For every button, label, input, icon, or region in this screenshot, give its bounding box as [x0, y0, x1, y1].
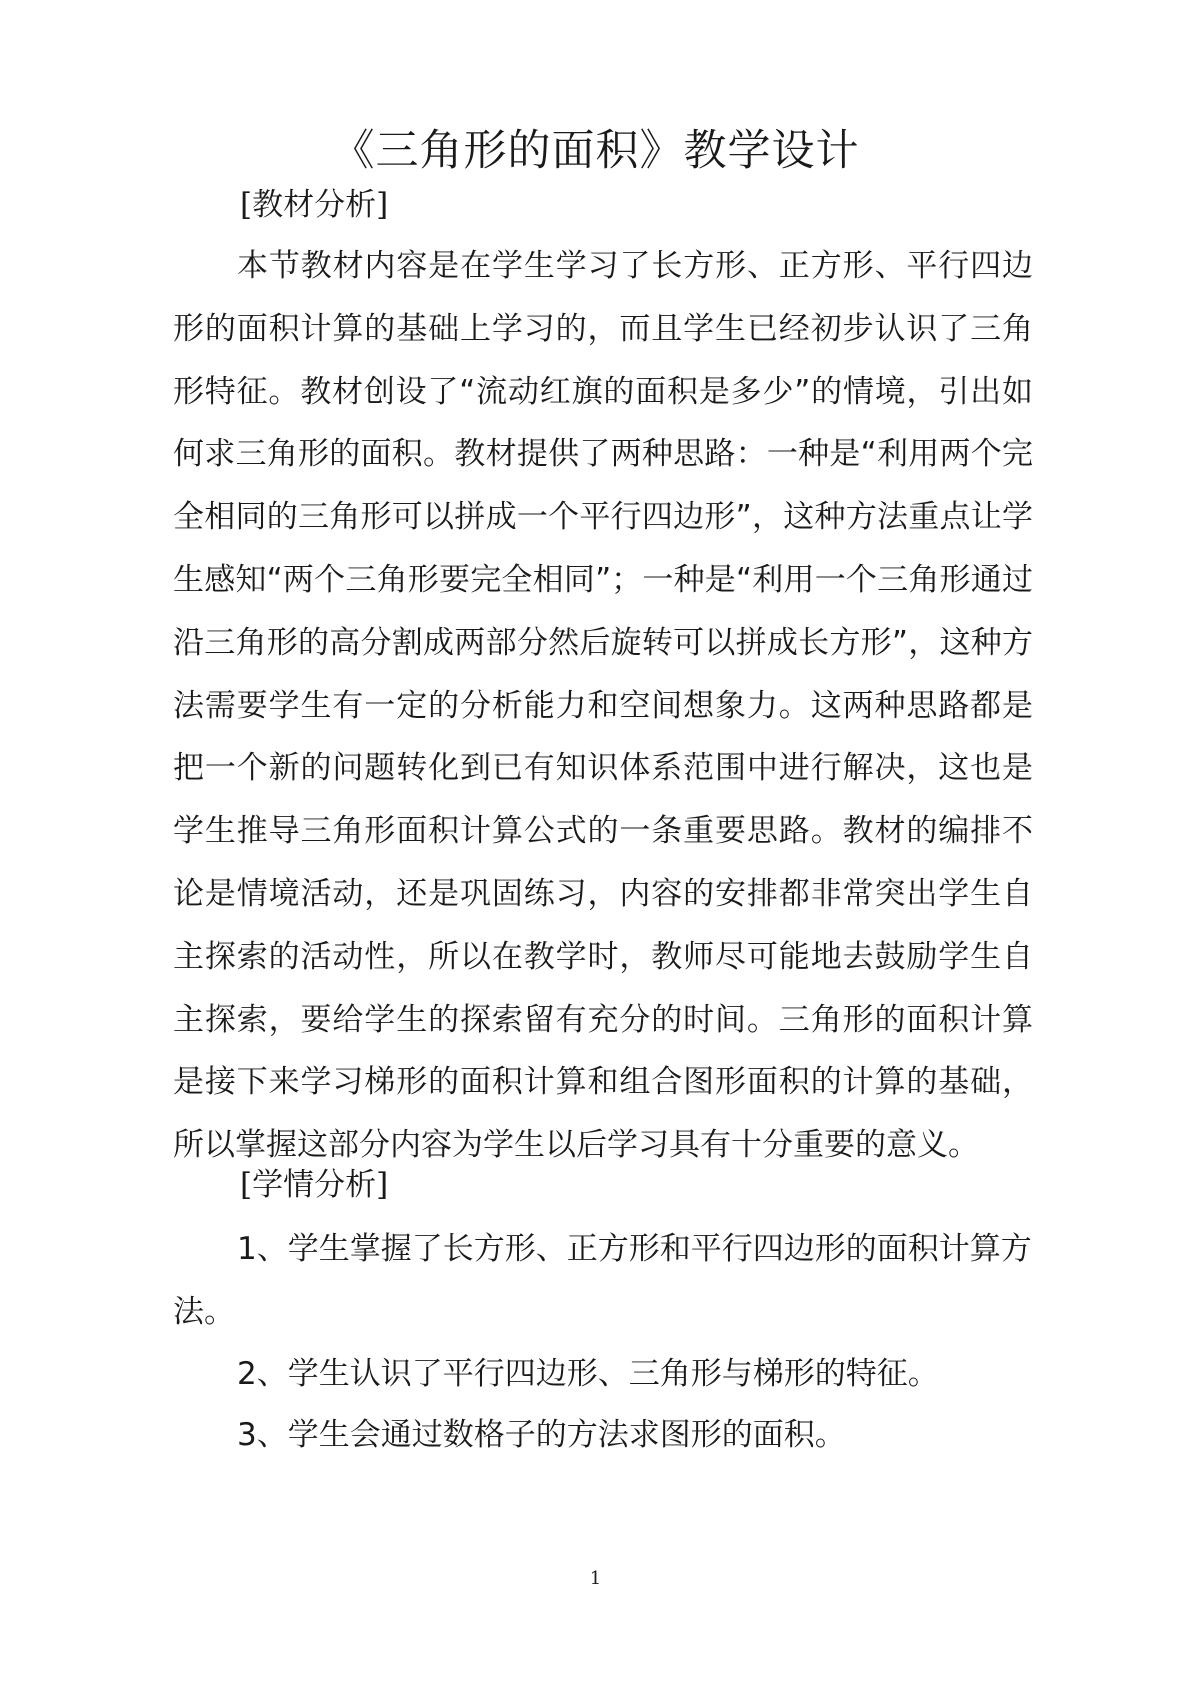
- student-analysis-item-3: 3、学生会通过数格子的方法求图形的面积。: [237, 1417, 846, 1453]
- section-heading-student-analysis: [学情分析]: [240, 1167, 389, 1203]
- document-title: 《三角形的面积》教学设计: [331, 126, 860, 176]
- textbook-analysis-paragraph: 本节教材内容是在学生学习了长方形、正方形、平行四边形的面积计算的基础上学习的，而且学生已经初步认识了三角形特征。教材创设了“流动红旗的面积是多少”的情境，引出如何求三角形的面积。教材提供了两种思路：一种是“利用两个完全相同的三角形可以拼成一个平行四边形”，这种方法重点让学生感知“两个三角形要完全相同”；一种是“利用一个三角形通过沿三角形的高分割成两部分然后旋转可以拼成长方形”，这种方法需要学生有一定的分析能力和空间想象力。这两种思路都是把一个新的问题转化到已有知识体系范围中进行解决，这也是学生推导三角形面积计算公式的一条重要思路。教材的编排不论是情境活动，还是巩固练习，内容的安排都非常突出学生自主探索的活动性，所以在教学时，教师尽可能地去鼓励学生自主探索，要给学生的探索留有充分的时间。三角形的面积计算是接下来学习梯形的面积计算和组合图形面积的计算的基础，所以掌握这部分内容为学生以后学习具有十分重要的意义。: [173, 248, 1033, 1164]
- page-number: 1: [589, 1568, 602, 1589]
- section-heading-textbook-analysis: [教材分析]: [240, 187, 389, 223]
- student-analysis-item-2: 2、学生认识了平行四边形、三角形与梯形的特征。: [237, 1356, 939, 1392]
- student-analysis-item-1: 1、学生掌握了长方形、正方形和平行四边形的面积计算方法。: [173, 1231, 1032, 1330]
